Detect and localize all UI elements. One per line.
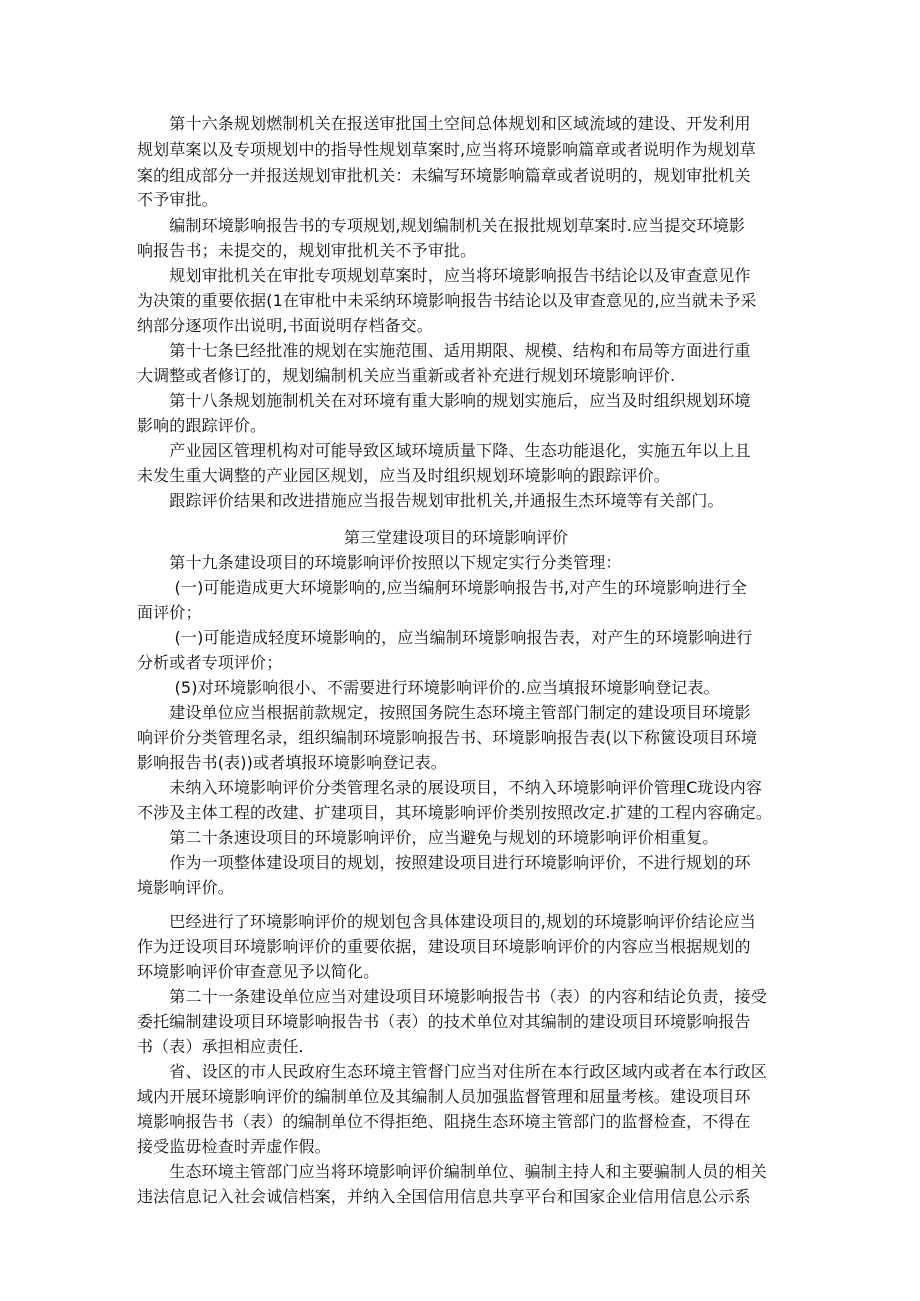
text-line: 不予审批。	[137, 190, 218, 209]
text-line: 影响的跟踪评价。	[137, 416, 267, 435]
text-line: 第十九条建设项目的环境影响评价按照以下规定实行分类管理：	[137, 553, 622, 572]
text-line: 面评价；	[137, 603, 202, 622]
text-line: 巴经进行了环境影响评价的规划包含具体建设项目的,规划的环境影响评价结论应当	[137, 912, 756, 931]
text-line: 建设单位应当根据前款规定，按照国务院生态环境主管部门制定的建设项目环境影	[137, 703, 751, 722]
text-line: (5)对环境影响很小、不需要进行环境影响评价的.应当填报环境影响登记表。	[137, 678, 720, 697]
text-line: 作为一项整体建设项目的规划，按照建设项目进行环境影响评价，不进行规划的环	[137, 853, 751, 872]
text-line: 响评价分类管理名录，组织编制环境影响报告书、环境影响报告表(以下称篋设项目环境	[137, 728, 758, 747]
text-line: (一)可能造成更大环境影响的,应当编舸环境影响报告书,对产生的环境影响进行全	[137, 578, 747, 597]
text-line: 未发生重大调整的产业园区规划，应当及时组织规划环境影响的跟踪评价。	[137, 466, 670, 485]
text-line: 为决策的重要依据(1在审枇中未采纳环境影响报告书结论以及审查意见的,应当就未予采	[137, 291, 757, 310]
text-line: 第十八条规划施制机关在对环境有重大影响的规划实施后，应当及时组织规划环境	[137, 391, 751, 410]
text-line: 规划草案以及专项规划中的指导性规划草案时,应当将环境影响篇章或者说明作为规划草	[137, 140, 756, 159]
text-line: 委托编制建设项目环境影响报告书（表）的技术单位对其编制的建设项目环境影响报告	[137, 1012, 751, 1031]
text-line: 接受监毋检查时弄虚作假。	[137, 1137, 331, 1156]
text-line: 省、设区的市人民政府生态环境主管督门应当对住所在本行政区域内或者在本行政区	[137, 1062, 767, 1081]
text-line: 跟踪评价结果和改进措施应当报告规划审批机关,并通报生杰环境等有关部门。	[137, 491, 724, 510]
text-line: 作为迂设项目环境影响评价的重要依据，建设项目环境影响评价的内容应当根据规划的	[137, 937, 751, 956]
text-line: 第十七条巳经批准的规划在实施范围、适用期限、规模、结构和布局等方面进行重	[137, 341, 751, 360]
text-line: 书（表）承担相应责任.	[137, 1037, 304, 1056]
section-heading: 第三堂建设项目的环境影响评价	[344, 528, 569, 547]
text-line: 分析或者专项评价；	[137, 653, 283, 672]
text-line: 不涉及主体工程的改建、扩建项目，其环境影响评价类别按照改定.扩建的工程内容确定。	[137, 803, 773, 822]
text-line: 纳部分逐项作出说明,书面说明存档备交。	[137, 316, 433, 335]
text-line: 案的组成部分一并报送规划审批机关：未编写环境影响篇章或者说明的，规划审批机关	[137, 166, 751, 185]
text-line: 未纳入环境影响评价分类管理名录的展设项目，不纳入环境影响评价管理C珑设内容	[137, 778, 763, 797]
text-line: 编制环境影响报告书的专项规划,规划编制机关在报批规划草案时.应当提交环境影	[137, 216, 746, 235]
text-line: 响报告书；未提交的，规划审批机关不予审批。	[137, 241, 477, 260]
text-line: 第十六条规划燃制机关在报送审批国土空间总体规划和区域流域的建设、开发利用	[137, 114, 751, 133]
text-line: 境影响报告书（表）的编制单位不得拒绝、阻挠生态环境主管部门的监督检查，不得在	[137, 1112, 751, 1131]
text-line: 大调整或者修订的，规划编制机关应当重新或者补充进行规划环境影响评价.	[137, 366, 676, 385]
text-line: 生态环境主管部门应当将环境影响评价编制单位、骗制主持人和主要骗制人员的相关	[137, 1162, 767, 1181]
text-line: 产业园区管理机构对可能导致区域环境质量下降、生态功能退化，实施五年以上且	[137, 441, 751, 460]
text-line: 第二十条速设项目的环境影响评价，应当避免与规划的环境影响评价相重复。	[137, 828, 719, 847]
text-line: 域内开展环境影响评价的编制单位及其编制人员加强监督管理和屈量考核。建设项目环	[137, 1087, 751, 1106]
text-line: 境影响评价。	[137, 878, 234, 897]
text-line: 违法信息记入社会诚信档案，并纳入全国信用信息共享平台和国家企业信用信息公示系	[137, 1187, 751, 1206]
text-line: 规划审批机关在审批专项规划草案时，应当将环境影响报告书结论以及审查意见作	[137, 266, 751, 285]
text-line: (一)可能造成轻度环境影响的，应当编制环境影响报告表，对产生的环境影响进行	[137, 628, 753, 647]
text-line: 影响报告书(表))或者填报环境影响登记表。	[137, 753, 447, 772]
text-line: 环境影响评价审查意见予以简化。	[137, 962, 380, 981]
text-line: 第二十一条建设单位应当对建设项目环境影响报告书（表）的内容和结论负责，接受	[137, 987, 767, 1006]
